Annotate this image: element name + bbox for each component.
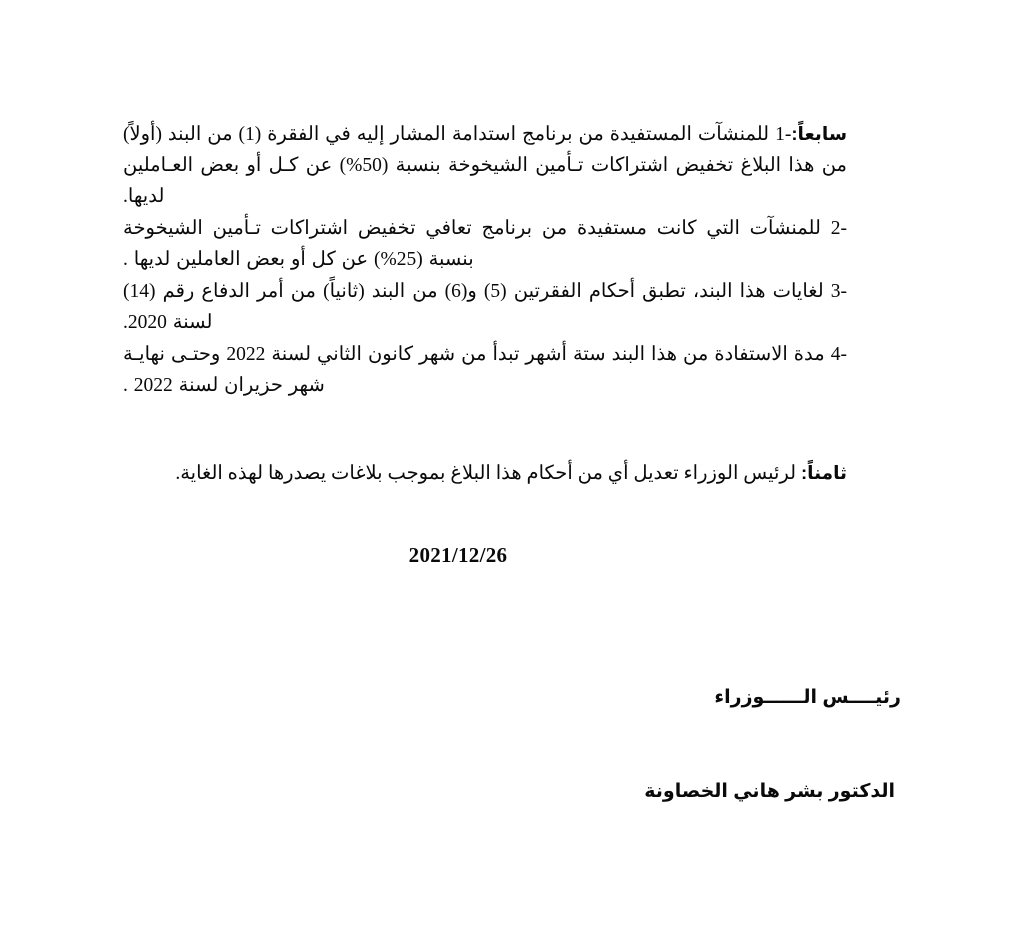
clause-item-2 bbox=[123, 213, 847, 275]
clause-item-1 bbox=[123, 118, 847, 212]
clause-marker-3: -3 bbox=[830, 281, 848, 302]
clause-item-3 bbox=[123, 276, 847, 338]
section-eight-paragraph bbox=[123, 457, 847, 489]
document-date: 2021/12/26 bbox=[408, 543, 508, 567]
clause-marker-2: -2 bbox=[830, 218, 847, 239]
signatory-title: رئيــــس الــــــوزراء bbox=[714, 687, 901, 708]
clause-marker-4: -4 bbox=[830, 344, 847, 365]
signatory-name: الدكتور بشر هاني الخصاونة bbox=[644, 781, 895, 802]
clause-marker-1: -1 bbox=[775, 124, 792, 145]
clause-text-4: مدة الاستفادة من هذا البند ستة أشهر تبدأ من شهر كانون الثاني لسنة 2022 وحتـى نهايـة شهر حزيران لسنة 2022 . bbox=[123, 344, 825, 396]
clause-text-3: لغايات هذا البند، تطبق أحكام الفقرتين (5) و(6) من البند (ثانياً) من أمر الدفاع رقم (14) لسنة 2020. bbox=[123, 281, 824, 333]
section-eight-text: لرئيس الوزراء تعديل أي من أحكام هذا البلاغ بموجب بلاغات يصدرها لهذه الغاية. bbox=[175, 463, 797, 484]
clause-item-4 bbox=[123, 339, 847, 401]
section-seven-label: سابعاً: bbox=[791, 123, 848, 144]
clause-text-1: للمنشآت المستفيدة من برنامج استدامة المشار إليه في الفقرة (1) من البند (أولاً) من هذا البلاغ تخفيض اشتراكات تـأمين الشيخوخة بنسبة (50%) عن كـل أو بعض العـاملين لديها. bbox=[123, 124, 847, 207]
clause-text-2: للمنشآت التي كانت مستفيدة من برنامج تعافي تخفيض اشتراكات تـأمين الشيخوخة بنسبة (25%) عن كل أو بعض العاملين لديها . bbox=[123, 218, 821, 270]
section-eight-label: ثامناً: bbox=[800, 462, 847, 483]
clause-list bbox=[123, 118, 847, 401]
